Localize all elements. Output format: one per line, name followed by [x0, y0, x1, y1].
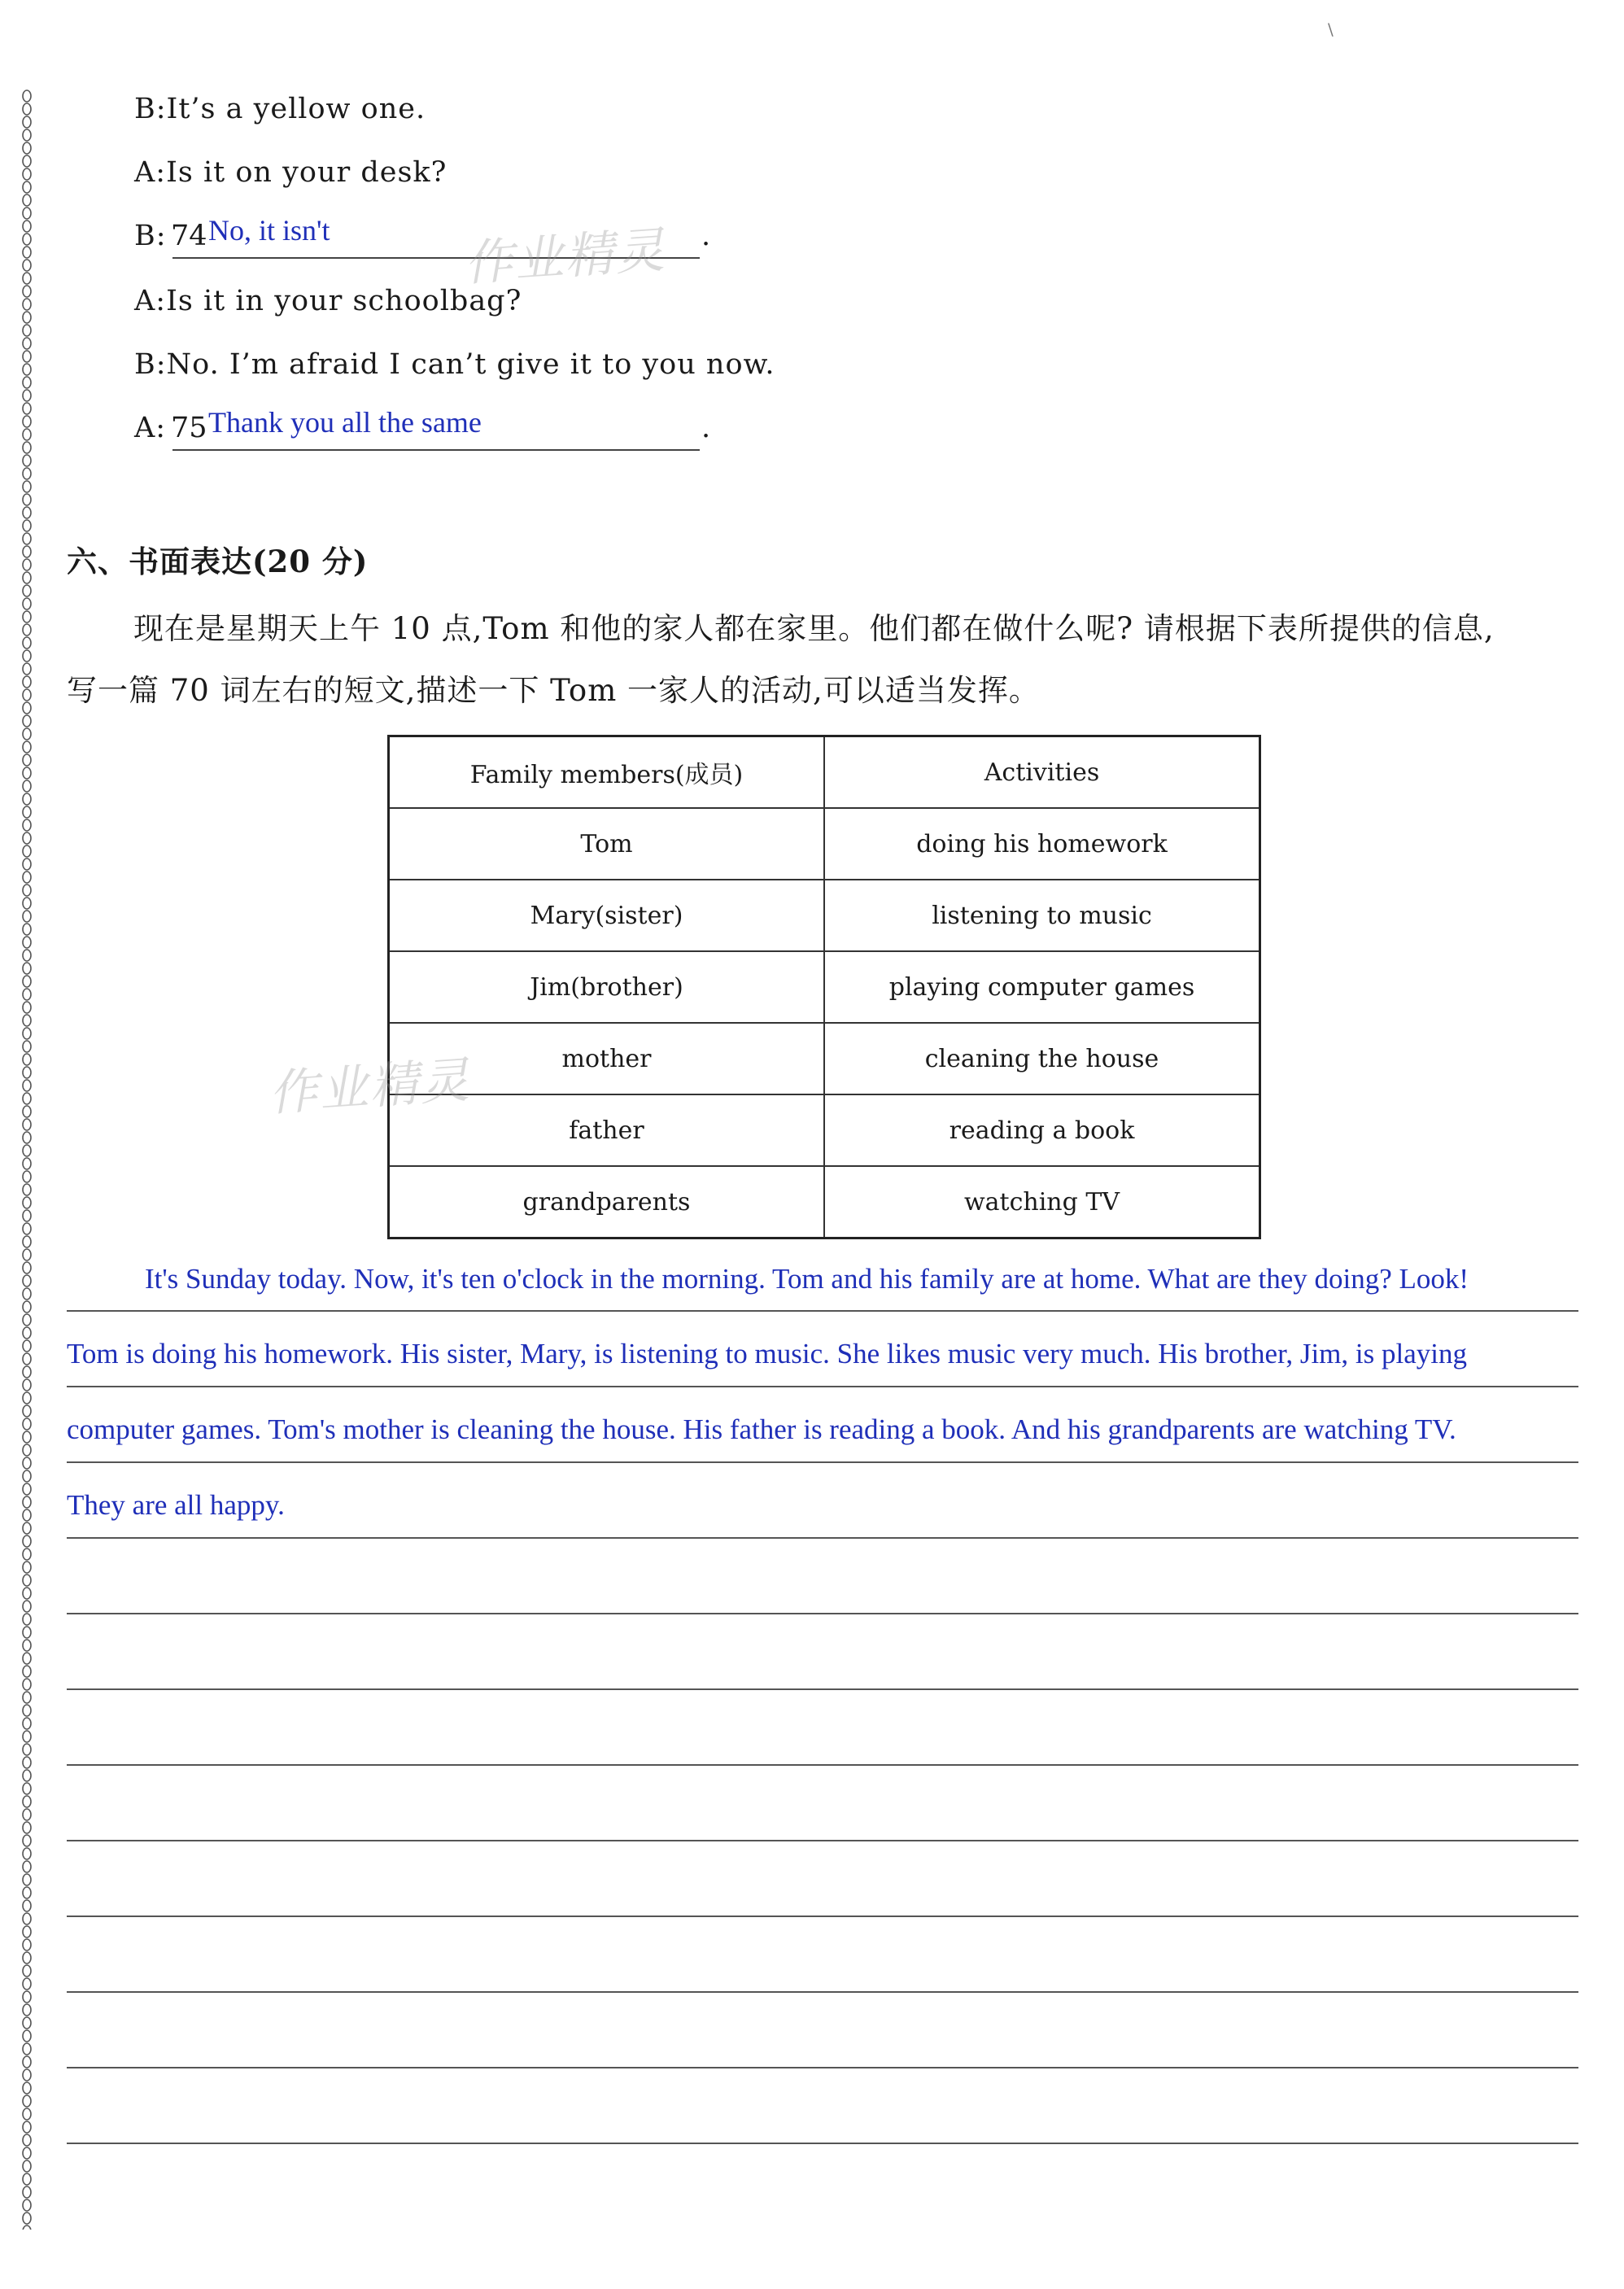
- instructions-line-2: 写一篇 70 词左右的短文,描述一下 Tom 一家人的活动,可以适当发挥。: [67, 673, 1040, 708]
- table-row: [389, 808, 1260, 880]
- watermark: 作业精灵: [267, 1051, 473, 1123]
- question-number-75: 75: [171, 412, 207, 444]
- corner-mark: \: [1328, 20, 1334, 39]
- writing-line: [67, 1916, 1578, 1917]
- writing-line: [67, 1386, 1578, 1387]
- essay-line-4: They are all happy.: [67, 1489, 285, 1521]
- dialogue-line-1: B:It’s a yellow one.: [134, 93, 426, 125]
- table-cell-member: father: [389, 1094, 825, 1166]
- section-title: 六、书面表达(20 分): [67, 544, 369, 579]
- writing-line: [67, 1840, 1578, 1841]
- binding-border: [16, 90, 37, 2230]
- table-cell-member: Tom: [389, 808, 825, 880]
- writing-line: [67, 1688, 1578, 1690]
- table-header-row: [389, 736, 1260, 809]
- family-activities-table: [387, 735, 1261, 1239]
- essay-line-2: Tom is doing his homework. His sister, Mary, is listening to music. She likes music very much. His brother, Jim, is playing: [67, 1338, 1467, 1369]
- essay-line-3: computer games. Tom's mother is cleaning the house. His father is reading a book. And his grandparents are watching TV.: [67, 1413, 1456, 1445]
- table-cell-member: Jim(brother): [389, 951, 825, 1023]
- dialogue-line-6-prefix: A:: [134, 412, 167, 444]
- table-row: [389, 1094, 1260, 1166]
- writing-line: [67, 1613, 1578, 1614]
- writing-line: [67, 1764, 1578, 1766]
- table-cell-activity: doing his homework: [824, 808, 1260, 880]
- writing-line: [67, 1310, 1578, 1312]
- writing-line: [67, 1461, 1578, 1463]
- table-header: Family members(成员): [389, 736, 825, 809]
- table-cell-activity: reading a book: [824, 1094, 1260, 1166]
- table-row: [389, 1166, 1260, 1238]
- writing-line: [67, 2067, 1578, 2068]
- table-header: Activities: [824, 736, 1260, 809]
- table-cell-activity: cleaning the house: [824, 1023, 1260, 1094]
- writing-line: [67, 2143, 1578, 2144]
- answer-blank-75: [172, 449, 700, 451]
- dialogue-line-3-prefix: B:: [134, 220, 167, 252]
- table-row: [389, 951, 1260, 1023]
- dialogue-line-2: A:Is it on your desk?: [134, 156, 447, 189]
- table-cell-activity: listening to music: [824, 880, 1260, 951]
- essay-line-1: It's Sunday today. Now, it's ten o'clock in the morning. Tom and his family are at home. What are they doing? Look!: [145, 1263, 1469, 1295]
- table-cell-activity: playing computer games: [824, 951, 1260, 1023]
- answer-74: No, it isn't: [208, 214, 330, 247]
- table-cell-activity: watching TV: [824, 1166, 1260, 1238]
- dialogue-line-5: B:No. I’m afraid I can’t give it to you now.: [134, 348, 775, 381]
- answer-75-period: .: [701, 412, 711, 444]
- answer-75: Thank you all the same: [208, 406, 482, 439]
- table-row: [389, 880, 1260, 951]
- question-number-74: 74: [171, 220, 207, 252]
- watermark: 作业精灵: [462, 221, 668, 293]
- table-cell-member: grandparents: [389, 1166, 825, 1238]
- writing-line: [67, 1537, 1578, 1539]
- answer-74-period: .: [701, 220, 711, 252]
- dialogue-line-4: A:Is it in your schoolbag?: [134, 285, 522, 317]
- table-row: [389, 1023, 1260, 1094]
- writing-line: [67, 1991, 1578, 1993]
- table-cell-member: mother: [389, 1023, 825, 1094]
- table-cell-member: Mary(sister): [389, 880, 825, 951]
- instructions-line-1: 现在是星期天上午 10 点,Tom 和他的家人都在家里。他们都在做什么呢? 请根据下表所提供的信息,: [133, 611, 1495, 646]
